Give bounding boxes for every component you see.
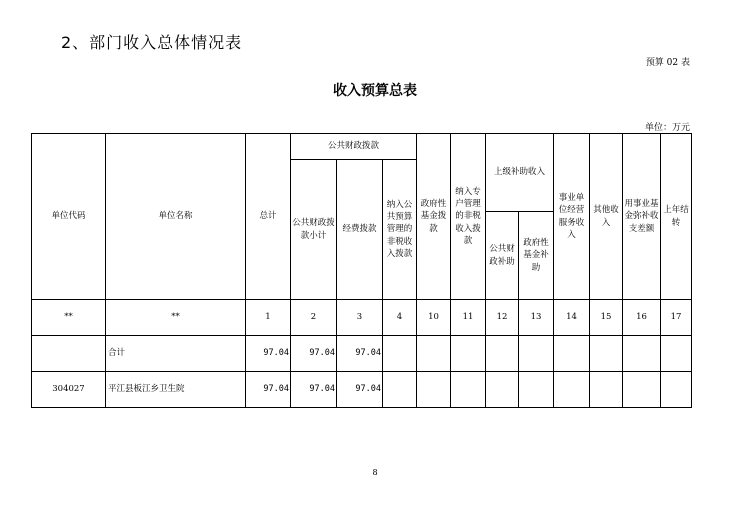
table-row-unit: [32, 372, 692, 408]
row-cell: [623, 336, 661, 372]
unit-label: 单位：万元: [644, 123, 690, 133]
row-total: 97.04: [246, 336, 291, 372]
row-total: 97.04: [246, 372, 291, 408]
row-cell: [554, 336, 590, 372]
row-cell: [623, 372, 661, 408]
header-nontax: 纳入公共预算管理的非税收入拨款: [383, 160, 417, 300]
page-number: 8: [372, 468, 378, 477]
row-code: 304027: [32, 372, 106, 408]
index-col: 15: [590, 300, 623, 336]
header-special-nonbudget: 纳入专户管理的非税收入拨款: [451, 134, 486, 300]
row-funding: 97.04: [337, 372, 383, 408]
section-title: 2、部门收入总体情况表: [61, 33, 243, 52]
index-col: 14: [554, 300, 590, 336]
index-col: 17: [661, 300, 692, 336]
header-carryover: 上年结转: [661, 134, 692, 300]
row-cell: [383, 336, 417, 372]
header-gov-fund: 政府性基金拨款: [417, 134, 451, 300]
row-cell: [661, 336, 692, 372]
row-cell: [519, 372, 554, 408]
index-col: 3: [337, 300, 383, 336]
index-col: 11: [451, 300, 486, 336]
header-total: 总计: [246, 134, 291, 300]
form-number: 预算 02 表: [645, 58, 690, 68]
index-col: 16: [623, 300, 661, 336]
row-cell: [661, 372, 692, 408]
row-funding: 97.04: [337, 336, 383, 372]
row-cell: [486, 372, 519, 408]
index-col: 2: [291, 300, 337, 336]
row-cell: [486, 336, 519, 372]
row-cell: [554, 372, 590, 408]
index-col: 13: [519, 300, 554, 336]
header-unit-name: 单位名称: [106, 134, 246, 300]
header-row-1: [32, 134, 692, 160]
header-other: 其他收入: [590, 134, 623, 300]
header-superior-fund: 政府性基金补助: [519, 212, 554, 300]
row-name: 平江县板江乡卫生院: [106, 372, 246, 408]
header-unit-code: 单位代码: [32, 134, 106, 300]
header-public-subtotal: 公共财政拨款小计: [291, 160, 337, 300]
index-col: 10: [417, 300, 451, 336]
header-public-finance: 公共财政拨款: [291, 134, 417, 160]
row-cell: [383, 372, 417, 408]
header-funding: 经费拨款: [337, 160, 383, 300]
index-col: 1: [246, 300, 291, 336]
income-budget-table: [31, 133, 692, 408]
header-business-service: 事业单位经营服务收入: [554, 134, 590, 300]
row-public-subtotal: 97.04: [291, 372, 337, 408]
index-row: [32, 300, 692, 336]
index-col: 4: [383, 300, 417, 336]
table-title: 收入预算总表: [333, 83, 417, 99]
index-code: **: [32, 300, 106, 336]
row-name: 合计: [106, 336, 246, 372]
row-cell: [451, 372, 486, 408]
index-name: **: [106, 300, 246, 336]
row-cell: [519, 336, 554, 372]
header-superior-subsidy: 上级补助收入: [486, 134, 554, 212]
row-cell: [451, 336, 486, 372]
table-row-total: [32, 336, 692, 372]
row-public-subtotal: 97.04: [291, 336, 337, 372]
row-cell: [590, 372, 623, 408]
index-col: 12: [486, 300, 519, 336]
row-cell: [590, 336, 623, 372]
header-superior-public: 公共财政补助: [486, 212, 519, 300]
row-code: [32, 336, 106, 372]
row-cell: [417, 336, 451, 372]
row-cell: [417, 372, 451, 408]
header-reserve: 用事业基金弥补收支差额: [623, 134, 661, 300]
